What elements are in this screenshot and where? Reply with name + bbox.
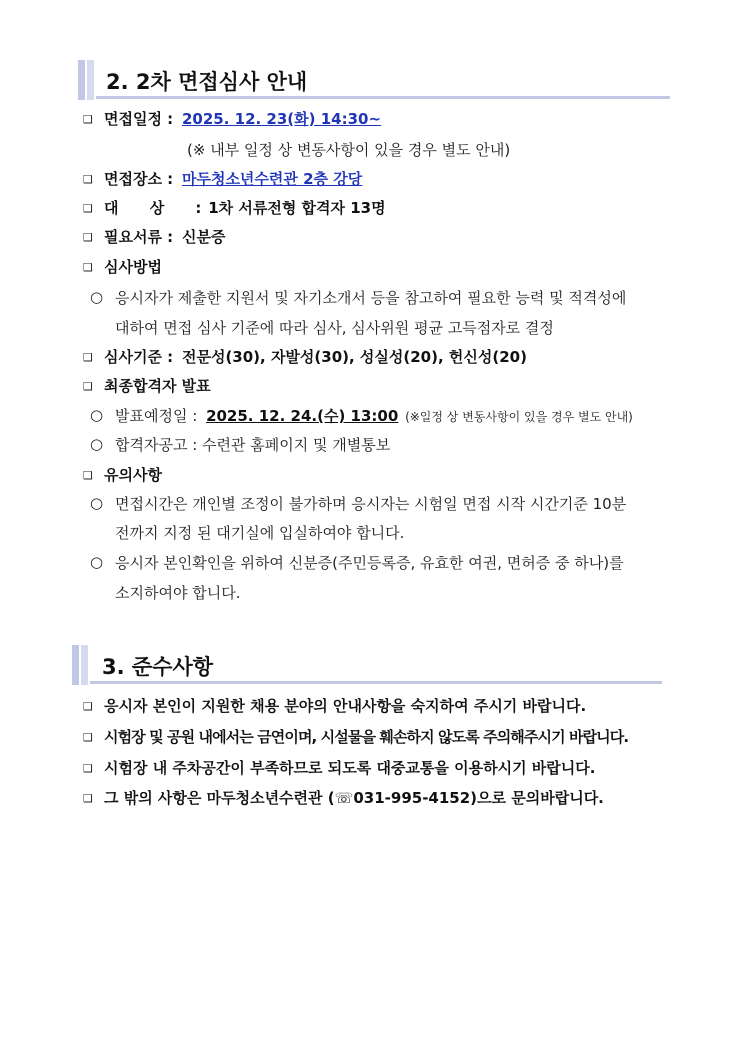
docs-label: 필요서류 :	[104, 228, 174, 246]
criteria-label: 심사기준 :	[104, 348, 174, 366]
square-bullet-icon: ❑	[83, 731, 93, 744]
target-label: 대 상 :	[104, 199, 202, 217]
square-bullet-icon: ❑	[83, 173, 93, 186]
interview-date-label: 면접일정 :	[104, 110, 174, 128]
rule-item-1: 응시자 본인이 지원한 채용 분야의 안내사항을 숙지하여 주시기 바랍니다.	[104, 697, 587, 715]
square-bullet-icon: ❑	[83, 469, 93, 482]
circle-bullet-icon: ○	[90, 288, 104, 306]
header-bar-icon	[87, 60, 94, 100]
final-date-note: (※일정 상 변동사항이 있을 경우 별도 안내)	[405, 410, 633, 424]
docs-value: 신분증	[181, 228, 226, 246]
header-underline	[90, 681, 662, 684]
square-bullet-icon: ❑	[83, 113, 93, 126]
section-2-title: 2. 2차 면접심사 안내	[106, 70, 308, 94]
rule-item-3: 시험장 내 주차공간이 부족하므로 되도록 대중교통을 이용하시기 바랍니다.	[104, 759, 596, 777]
final-date-row	[115, 406, 633, 427]
header-bar-icon	[81, 645, 88, 685]
interview-place-value: 마두청소년수련관 2층 강당	[181, 170, 363, 188]
final-label: 최종합격자 발표	[104, 377, 211, 395]
criteria-value: 전문성(30), 자발성(30), 성실성(20), 헌신성(20)	[181, 348, 527, 366]
caution-1-line-1: 면접시간은 개인별 조정이 불가하며 응시자는 시험일 면접 시작 시간기준 10분	[115, 495, 627, 513]
rule-item-2: 시험장 및 공원 내에서는 금연이며, 시설물을 훼손하지 않도록 주의해주시기 바랍니다.	[104, 728, 629, 746]
square-bullet-icon: ❑	[83, 202, 93, 215]
square-bullet-icon: ❑	[83, 762, 93, 775]
section-3-title: 3. 준수사항	[102, 655, 214, 679]
final-notice: 합격자공고 : 수련관 홈페이지 및 개별통보	[115, 436, 391, 454]
method-text-1: 응시자가 제출한 지원서 및 자기소개서 등을 참고하여 필요한 능력 및 적격성에	[115, 289, 627, 307]
caution-label: 유의사항	[104, 466, 162, 484]
circle-bullet-icon: ○	[90, 435, 104, 453]
square-bullet-icon: ❑	[83, 792, 93, 805]
square-bullet-icon: ❑	[83, 351, 93, 364]
square-bullet-icon: ❑	[83, 380, 93, 393]
interview-date-note: (※ 내부 일정 상 변동사항이 있을 경우 별도 안내)	[187, 141, 511, 159]
final-date-value: 2025. 12. 24.(수) 13:00	[206, 407, 399, 425]
final-date-label: 발표예정일 :	[115, 407, 198, 425]
interview-place-label: 면접장소 :	[104, 170, 174, 188]
circle-bullet-icon: ○	[90, 494, 104, 512]
target-row	[104, 198, 386, 218]
header-bar-icon	[72, 645, 79, 685]
square-bullet-icon: ❑	[83, 700, 93, 713]
header-underline	[96, 96, 670, 99]
square-bullet-icon: ❑	[83, 231, 93, 244]
interview-place-row	[104, 169, 362, 189]
interview-date-row	[104, 109, 381, 129]
rule-item-4: 그 밖의 사항은 마두청소년수련관 (☏031-995-4152)으로 문의바랍니다.	[104, 789, 604, 807]
docs-row	[104, 227, 225, 247]
criteria-row	[104, 347, 527, 367]
caution-2-line-2: 소지하여야 합니다.	[115, 584, 241, 602]
circle-bullet-icon: ○	[90, 406, 104, 424]
method-text-2: 대하여 면접 심사 기준에 따라 심사, 심사위원 평균 고득점자로 결정	[115, 319, 554, 337]
square-bullet-icon: ❑	[83, 261, 93, 274]
caution-2-line-1: 응시자 본인확인을 위하여 신분증(주민등록증, 유효한 여권, 면허증 중 하나)를	[115, 554, 624, 572]
circle-bullet-icon: ○	[90, 553, 104, 571]
interview-date-value: 2025. 12. 23(화) 14:30~	[181, 110, 382, 128]
target-value: 1차 서류전형 합격자 13명	[208, 199, 386, 217]
method-label: 심사방법	[104, 258, 162, 276]
header-bar-icon	[78, 60, 85, 100]
caution-1-line-2: 전까지 지정 된 대기실에 입실하여야 합니다.	[115, 524, 405, 542]
